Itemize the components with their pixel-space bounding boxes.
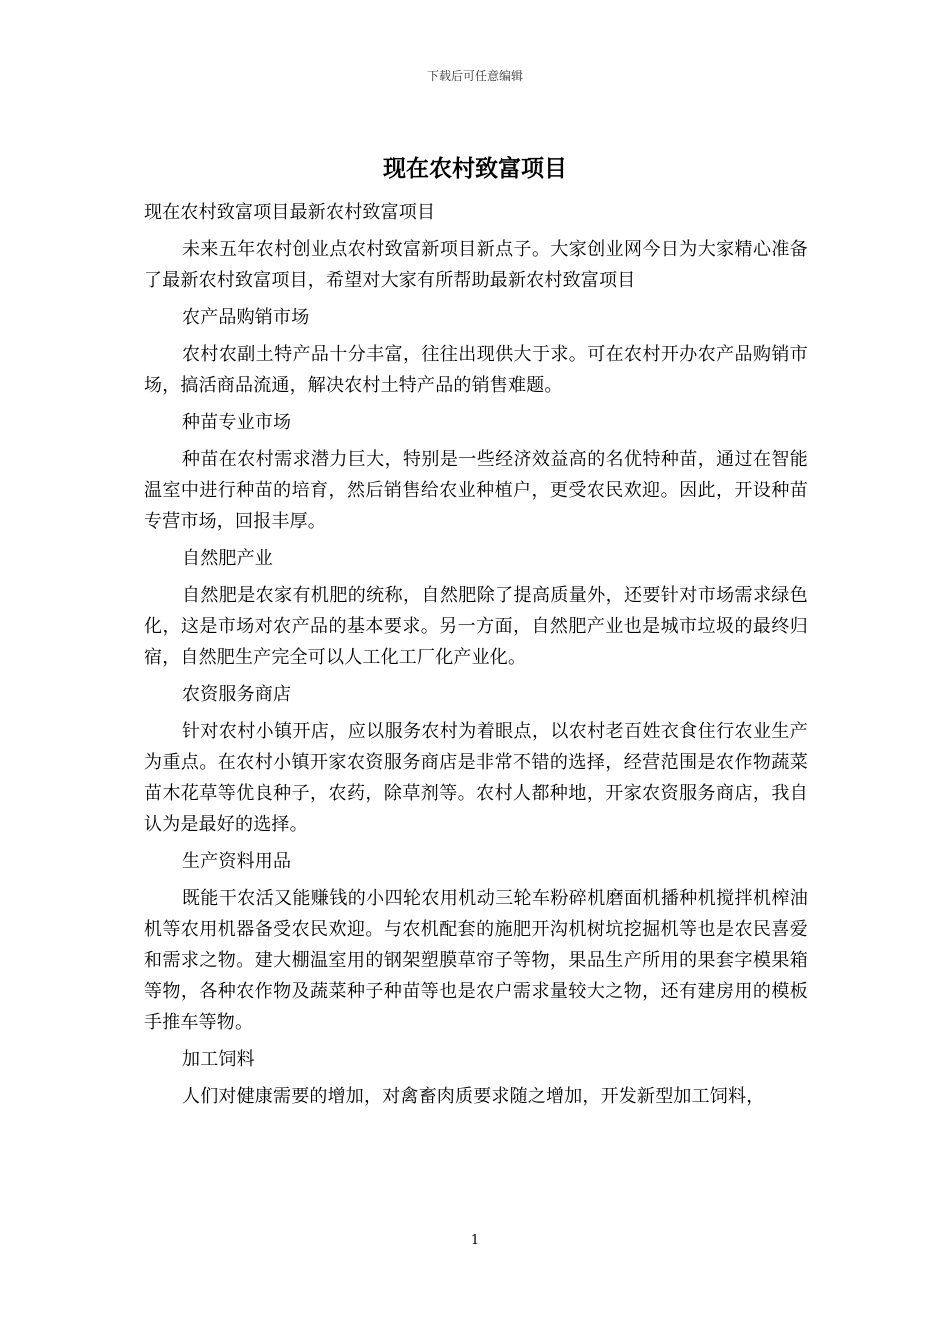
body-paragraph: 种苗在农村需求潜力巨大，特别是一些经济效益高的名优特种苗，通过在智能温室中进行种苗的培育，然后销售给农业种植户，更受农民欢迎。因此，开设种苗专营市场，回报丰厚。 [144,449,808,532]
section-heading: 生产资料用品 [182,851,292,872]
body-paragraph: 既能干农活又能赚钱的小四轮农用机动三轮车粉碎机磨面机播种机搅拌机榨油机等农用机器备受农民欢迎。与农机配套的施肥开沟机树坑挖掘机等也是农民喜爱和需求之物。建大棚温室用的钢架塑膜草帘子等物，果品生产所用的果套字模果箱等物，各种农作物及蔬菜种子种苗等也是农户需求量较大之物，还有建房用的模板手推车等物。 [144,888,808,1033]
body-paragraph: 针对农村小镇开店，应以服务农村为着眼点，以农村老百姓衣食住行农业生产为重点。在农村小镇开家农资服务商店是非常不错的选择，经营范围是农作物蔬菜苗木花草等优良种子，农药，除草剂等。农村人都种地，开家农资服务商店，我自认为是最好的选择。 [144,721,808,835]
header-note: 下载后可任意编辑 [426,69,523,83]
body-paragraph: 农村农副土特产品十分丰富，往往出现供大于求。可在农村开办农产品购销市场，搞活商品流通，解决农村土特产品的销售难题。 [144,344,808,396]
section-heading: 加工饲料 [182,1049,255,1070]
document-title: 现在农村致富项目 [383,156,567,182]
body-paragraph: 人们对健康需要的增加，对禽畜肉质要求随之增加，开发新型加工饲料， [182,1086,765,1107]
section-heading: 农产品购销市场 [182,307,310,328]
body-paragraph: 未来五年农村创业点农村致富新项目新点子。大家创业网今日为大家精心准备了最新农村致富项目，希望对大家有所帮助最新农村致富项目 [144,239,808,291]
page-number: 1 [470,1233,480,1248]
document-body [144,197,808,1118]
subtitle-line: 现在农村致富项目最新农村致富项目 [144,202,436,223]
section-heading: 自然肥产业 [182,548,273,569]
section-heading: 农资服务商店 [182,684,292,705]
body-paragraph: 自然肥是农家有机肥的统称，自然肥除了提高质量外，还要针对市场需求绿色化，这是市场对农产品的基本要求。另一方面，自然肥产业也是城市垃圾的最终归宿，自然肥生产完全可以人工化工厂化产业化。 [144,585,808,668]
section-heading: 种苗专业市场 [182,412,292,433]
